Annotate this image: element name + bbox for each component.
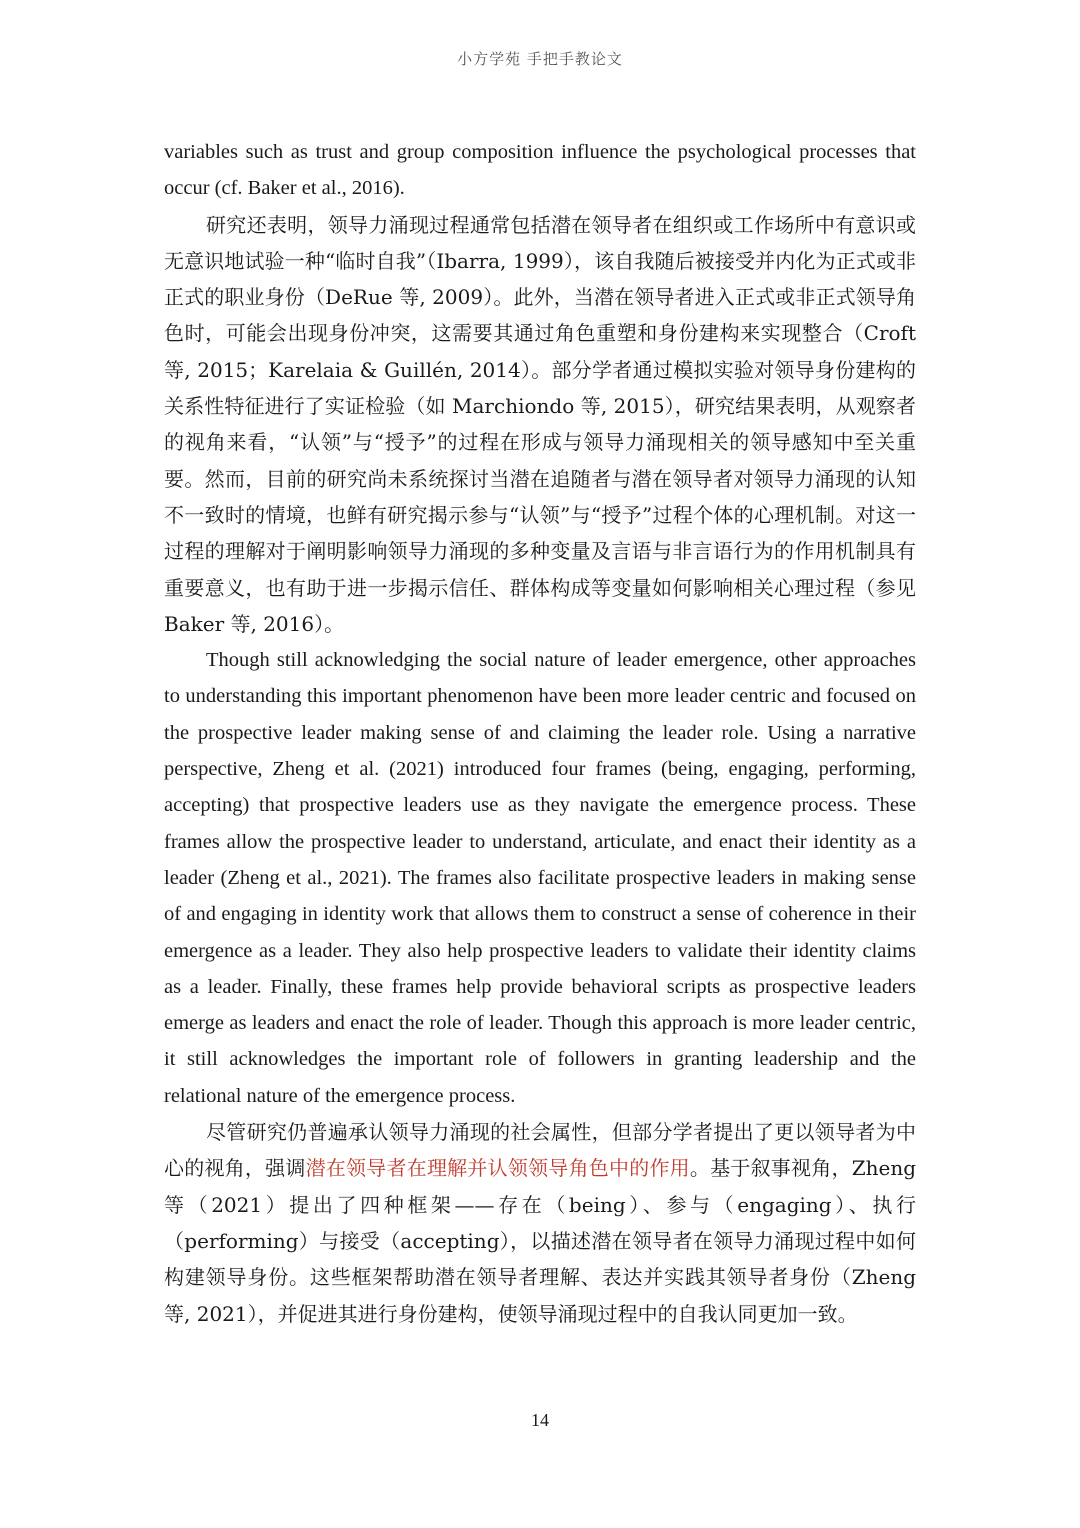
body-text (164, 134, 916, 1332)
paragraph-en-1: variables such as trust and group composition influence the psychological processes that occur (cf. Baker et al., 2016). (164, 141, 916, 200)
paragraph-zh-2 (164, 1114, 916, 1332)
paragraph-zh-2-rest: 。基于叙事视角，Zheng 等（2021）提出了四种框架——存在（being）、参与（engaging）、执行（performing）与接受（accepting），以描述潜在领导者在领导力涌现过程中如何构建领导身份。这些框架帮助潜在领导者理解、表达并实践其领导者身份（Zheng 等, 2021），并促进其进行身份建构，使领导涌现过程中的自我认同更加一致。 (164, 1156, 917, 1326)
paragraph-zh-2-lead: 尽管研究仍普遍承认领导力涌现的社会属性，但部分学者提出了更以领导者为中心的视角，强调 (164, 1120, 916, 1181)
paragraph-en-2: Though still acknowledging the social nature of leader emergence, other approaches to understanding this important phenomenon have been more leader centric and focused on the prospective leader making sense of and claiming the leader role. Using a narrative perspective, Zheng et al. (2021) introduced four frames (being, engaging, performing, accepting) that prospective leaders use as they navigate the emergence process. These frames allow the prospective leader to understand, articulate, and enact their identity as a leader (Zheng et al., 2021). The frames also facilitate prospective leaders in making sense of and engaging in identity work that allows them to construct a sense of coherence in their emergence as a leader. They also help prospective leaders to validate their identity claims as a leader. Finally, these frames help provide behavioral scripts as prospective leaders emerge as leaders and enact the role of leader. Though this approach is more leader centric, it still acknowledges the important role of followers in granting leadership and the relational nature of the emergence process. (164, 649, 916, 1107)
highlighted-phrase: 潜在领导者在理解并认领领导角色中的作用 (305, 1156, 690, 1181)
page-number: 14 (531, 1410, 549, 1430)
page-header: 小方学苑 手把手教论文 (457, 50, 623, 68)
paragraph-zh-1: 研究还表明，领导力涌现过程通常包括潜在领导者在组织或工作场所中有意识或无意识地试验一种“临时自我”（Ibarra, 1999），该自我随后被接受并内化为正式或非正式的职业身份（DeRue 等, 2009）。此外，当潜在领导者进入正式或非正式领导角色时，可能会出现身份冲突，这需要其通过角色重塑和身份建构来实现整合（Croft 等, 2015；Karelaia & Guillén, 2014）。部分学者通过模拟实验对领导身份建构的关系性特征进行了实证检验（如 Marchiondo 等, 2015），研究结果表明，从观察者的视角来看，“认领”与“授予”的过程在形成与领导力涌现相关的领导感知中至关重要。然而，目前的研究尚未系统探讨当潜在追随者与潜在领导者对领导力涌现的认知不一致时的情境，也鲜有研究揭示参与“认领”与“授予”过程个体的心理机制。对这一过程的理解对于阐明影响领导力涌现的多种变量及言语与非言语行为的作用机制具有重要意义，也有助于进一步揭示信任、群体构成等变量如何影响相关心理过程（参见 Baker 等, 2016）。 (164, 212, 916, 636)
